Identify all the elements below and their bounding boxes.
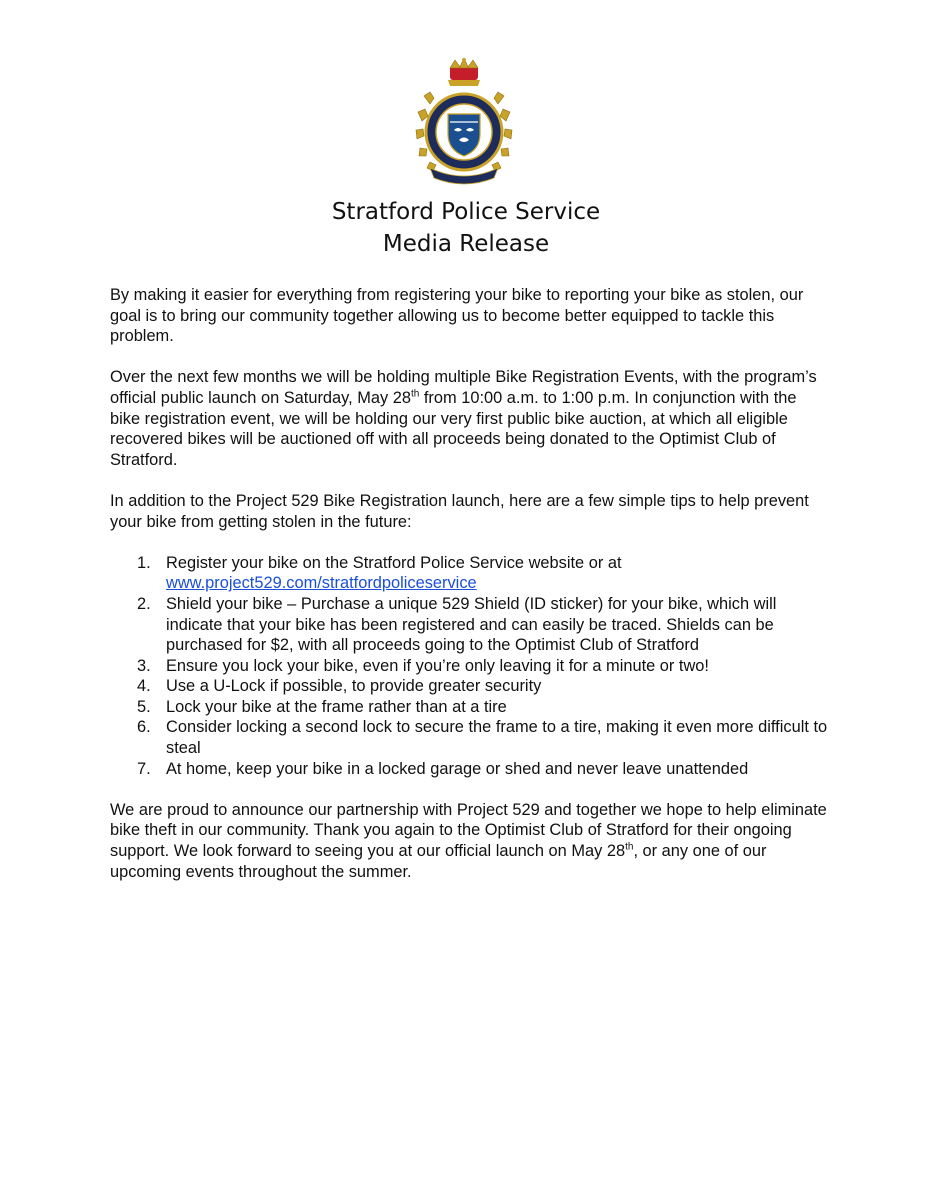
tips-intro-paragraph: In addition to the Project 529 Bike Registration launch, here are a few simple tips to help prevent your bike from getting stolen in the future: (110, 491, 809, 531)
list-number: 6. (137, 718, 151, 737)
police-crest-logo (410, 56, 518, 190)
release-body (110, 285, 830, 903)
list-item-text: Consider locking a second lock to secure the frame to a tire, making it even more difficult to steal (166, 718, 828, 758)
closing-text-b: , or any one of our upcoming events throughout the summer. (110, 842, 767, 881)
list-number: 3. (137, 656, 151, 675)
project529-link[interactable]: www.project529.com/stratfordpoliceservice (166, 574, 477, 593)
list-number: 5. (137, 697, 151, 716)
list-item-text: Shield your bike – Purchase a unique 529 Shield (ID sticker) for your bike, which will indicate that your bike has been registered and can easily be traced. Shields can be purchased for $2, with all proceeds going to the Optimist Club of Stratford (166, 594, 777, 655)
list-item-text: Register your bike on the Stratford Police Service website or at (166, 553, 622, 572)
list-item-text: Ensure you lock your bike, even if you’re only leaving it for a minute or two! (166, 656, 709, 675)
crown-icon (448, 58, 480, 86)
intro-paragraph: By making it easier for everything from registering your bike to reporting your bike as stolen, our goal is to bring our community together allowing us to become better equipped to tackle this problem. (110, 286, 804, 346)
list-item-text: Use a U-Lock if possible, to provide greater security (166, 677, 542, 696)
document-type-title: Media Release (382, 231, 550, 257)
list-item (110, 697, 830, 718)
list-item (110, 759, 830, 780)
list-number: 2. (137, 594, 151, 613)
list-number: 4. (137, 677, 151, 696)
list-item-text: At home, keep your bike in a locked garage or shed and never leave unattended (166, 759, 749, 778)
list-item (110, 553, 830, 594)
list-item (110, 676, 830, 697)
list-item (110, 717, 830, 758)
closing-paragraph (110, 800, 830, 882)
list-number: 7. (137, 759, 151, 778)
events-text-b: from 10:00 a.m. to 1:00 p.m. In conjunction with the bike registration event, we will be holding our very first public bike auction, at which all eligible recovered bikes will be auctioned off with all proceeds being donated to the Optimist Club of Stratford. (110, 388, 797, 469)
date-suffix: th (410, 388, 420, 400)
events-paragraph (110, 367, 830, 470)
tips-list (110, 553, 830, 780)
events-text-a: Over the next few months we will be holding multiple Bike Registration Events, with the program’s official public launch on Saturday, May 28 (110, 368, 817, 407)
list-item (110, 594, 830, 656)
date-suffix: th (625, 841, 634, 853)
list-item (110, 656, 830, 677)
list-number: 1. (137, 553, 151, 572)
closing-text-a: We are proud to announce our partnership with Project 529 and together we hope to help eliminate bike theft in our community. Thank you again to the Optimist Club of Stratford for their ongoing support. We look forward to seeing you at our official launch on May 28 (110, 800, 827, 861)
agency-title: Stratford Police Service (331, 199, 601, 225)
list-item-text: Lock your bike at the frame rather than at a tire (166, 697, 507, 716)
